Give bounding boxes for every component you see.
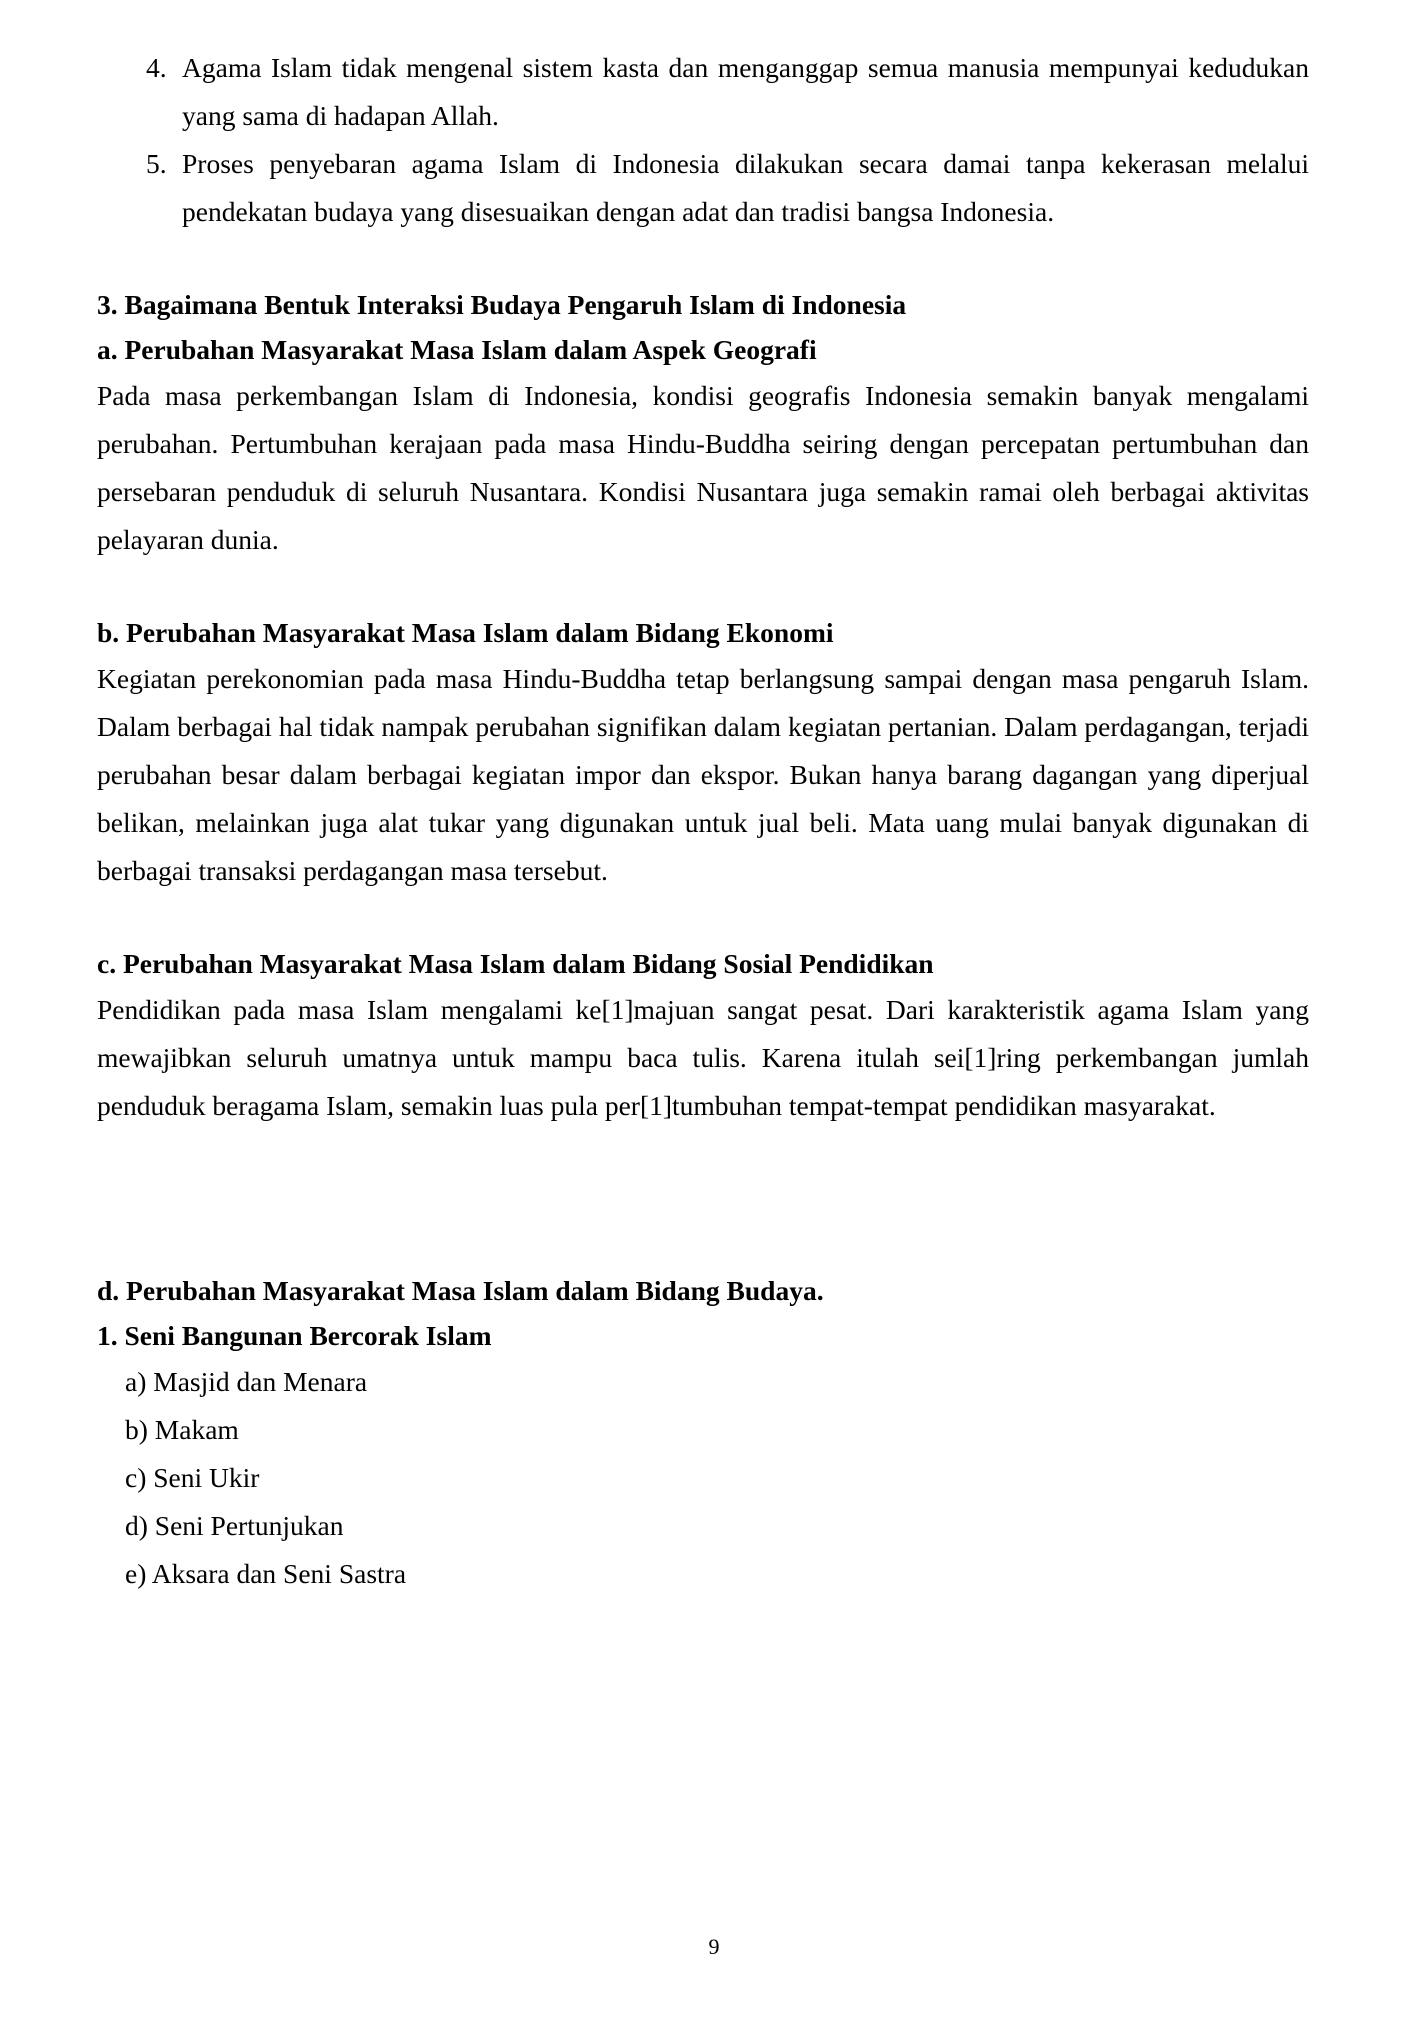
list-item: d) Seni Pertunjukan [125, 1510, 344, 1541]
list-item: a) Masjid dan Menara [125, 1366, 368, 1397]
numbered-list [97, 44, 1309, 236]
spacer [97, 564, 1309, 610]
lettered-list [97, 1358, 1309, 1598]
subsection-a-paragraph: Pada masa perkembangan Islam di Indonesia, kondisi geografis Indonesia semakin banyak mengalami perubahan. Pertumbuhan kerajaan pada masa Hindu-Buddha seiring dengan percepatan pertumbuhan dan persebaran penduduk di seluruh Nusantara. Kondisi Nusantara juga semakin ramai oleh berbagai aktivitas pelayaran dunia. [97, 380, 1309, 555]
subsection-c-heading: c. Perubahan Masyarakat Masa Islam dalam Bidang Sosial Pendidikan [97, 948, 934, 979]
list-item-text: Proses penyebaran agama Islam di Indonesia dilakukan secara damai tanpa kekerasan melalui pendekatan budaya yang disesuaikan dengan adat dan tradisi bangsa Indonesia. [182, 148, 1309, 227]
spacer [97, 236, 1309, 282]
subsection-d-heading: d. Perubahan Masyarakat Masa Islam dalam Bidang Budaya. [97, 1275, 824, 1306]
list-item: e) Aksara dan Seni Sastra [125, 1558, 407, 1589]
list-item: b) Makam [125, 1414, 239, 1445]
list-item-text: Agama Islam tidak mengenal sistem kasta dan menganggap semua manusia mempunyai kedudukan yang sama di hadapan Allah. [182, 52, 1309, 131]
spacer [97, 1222, 1309, 1268]
list-item [97, 44, 1309, 140]
subsection-d-subheading-1: 1. Seni Bangunan Bercorak Islam [97, 1320, 492, 1351]
subsection-b-paragraph: Kegiatan perekonomian pada masa Hindu-Buddha tetap berlangsung sampai dengan masa pengaruh Islam. Dalam berbagai hal tidak nampak perubahan signifikan dalam kegiatan pertanian. Dalam perdagangan, terjadi perubahan besar dalam berbagai kegiatan impor dan ekspor. Bukan hanya barang dagangan yang diperjual belikan, melainkan juga alat tukar yang digunakan untuk jual beli. Mata uang mulai banyak digunakan di berbagai transaksi perdagangan masa tersebut. [97, 663, 1309, 886]
subsection-a-heading: a. Perubahan Masyarakat Masa Islam dalam Aspek Geografi [97, 334, 817, 365]
list-item: c) Seni Ukir [125, 1462, 260, 1493]
page-content [97, 44, 1309, 1598]
spacer [97, 1130, 1309, 1222]
list-item-marker: 4. [146, 52, 167, 83]
page-number: 9 [708, 1934, 720, 1959]
list-item [97, 140, 1309, 236]
subsection-b-heading: b. Perubahan Masyarakat Masa Islam dalam Bidang Ekonomi [97, 617, 834, 648]
subsection-c-paragraph: Pendidikan pada masa Islam mengalami ke[1]majuan sangat pesat. Dari karakteristik agama Islam yang mewajibkan seluruh umatnya untuk mampu baca tulis. Karena itulah sei[1]ring perkembangan jumlah penduduk beragama Islam, semakin luas pula per[1]tumbuhan tempat-tempat pendidikan masyarakat. [97, 994, 1309, 1121]
list-item-marker: 5. [146, 148, 167, 179]
spacer [97, 895, 1309, 941]
section-3-heading: 3. Bagaimana Bentuk Interaksi Budaya Pengaruh Islam di Indonesia [97, 289, 907, 320]
